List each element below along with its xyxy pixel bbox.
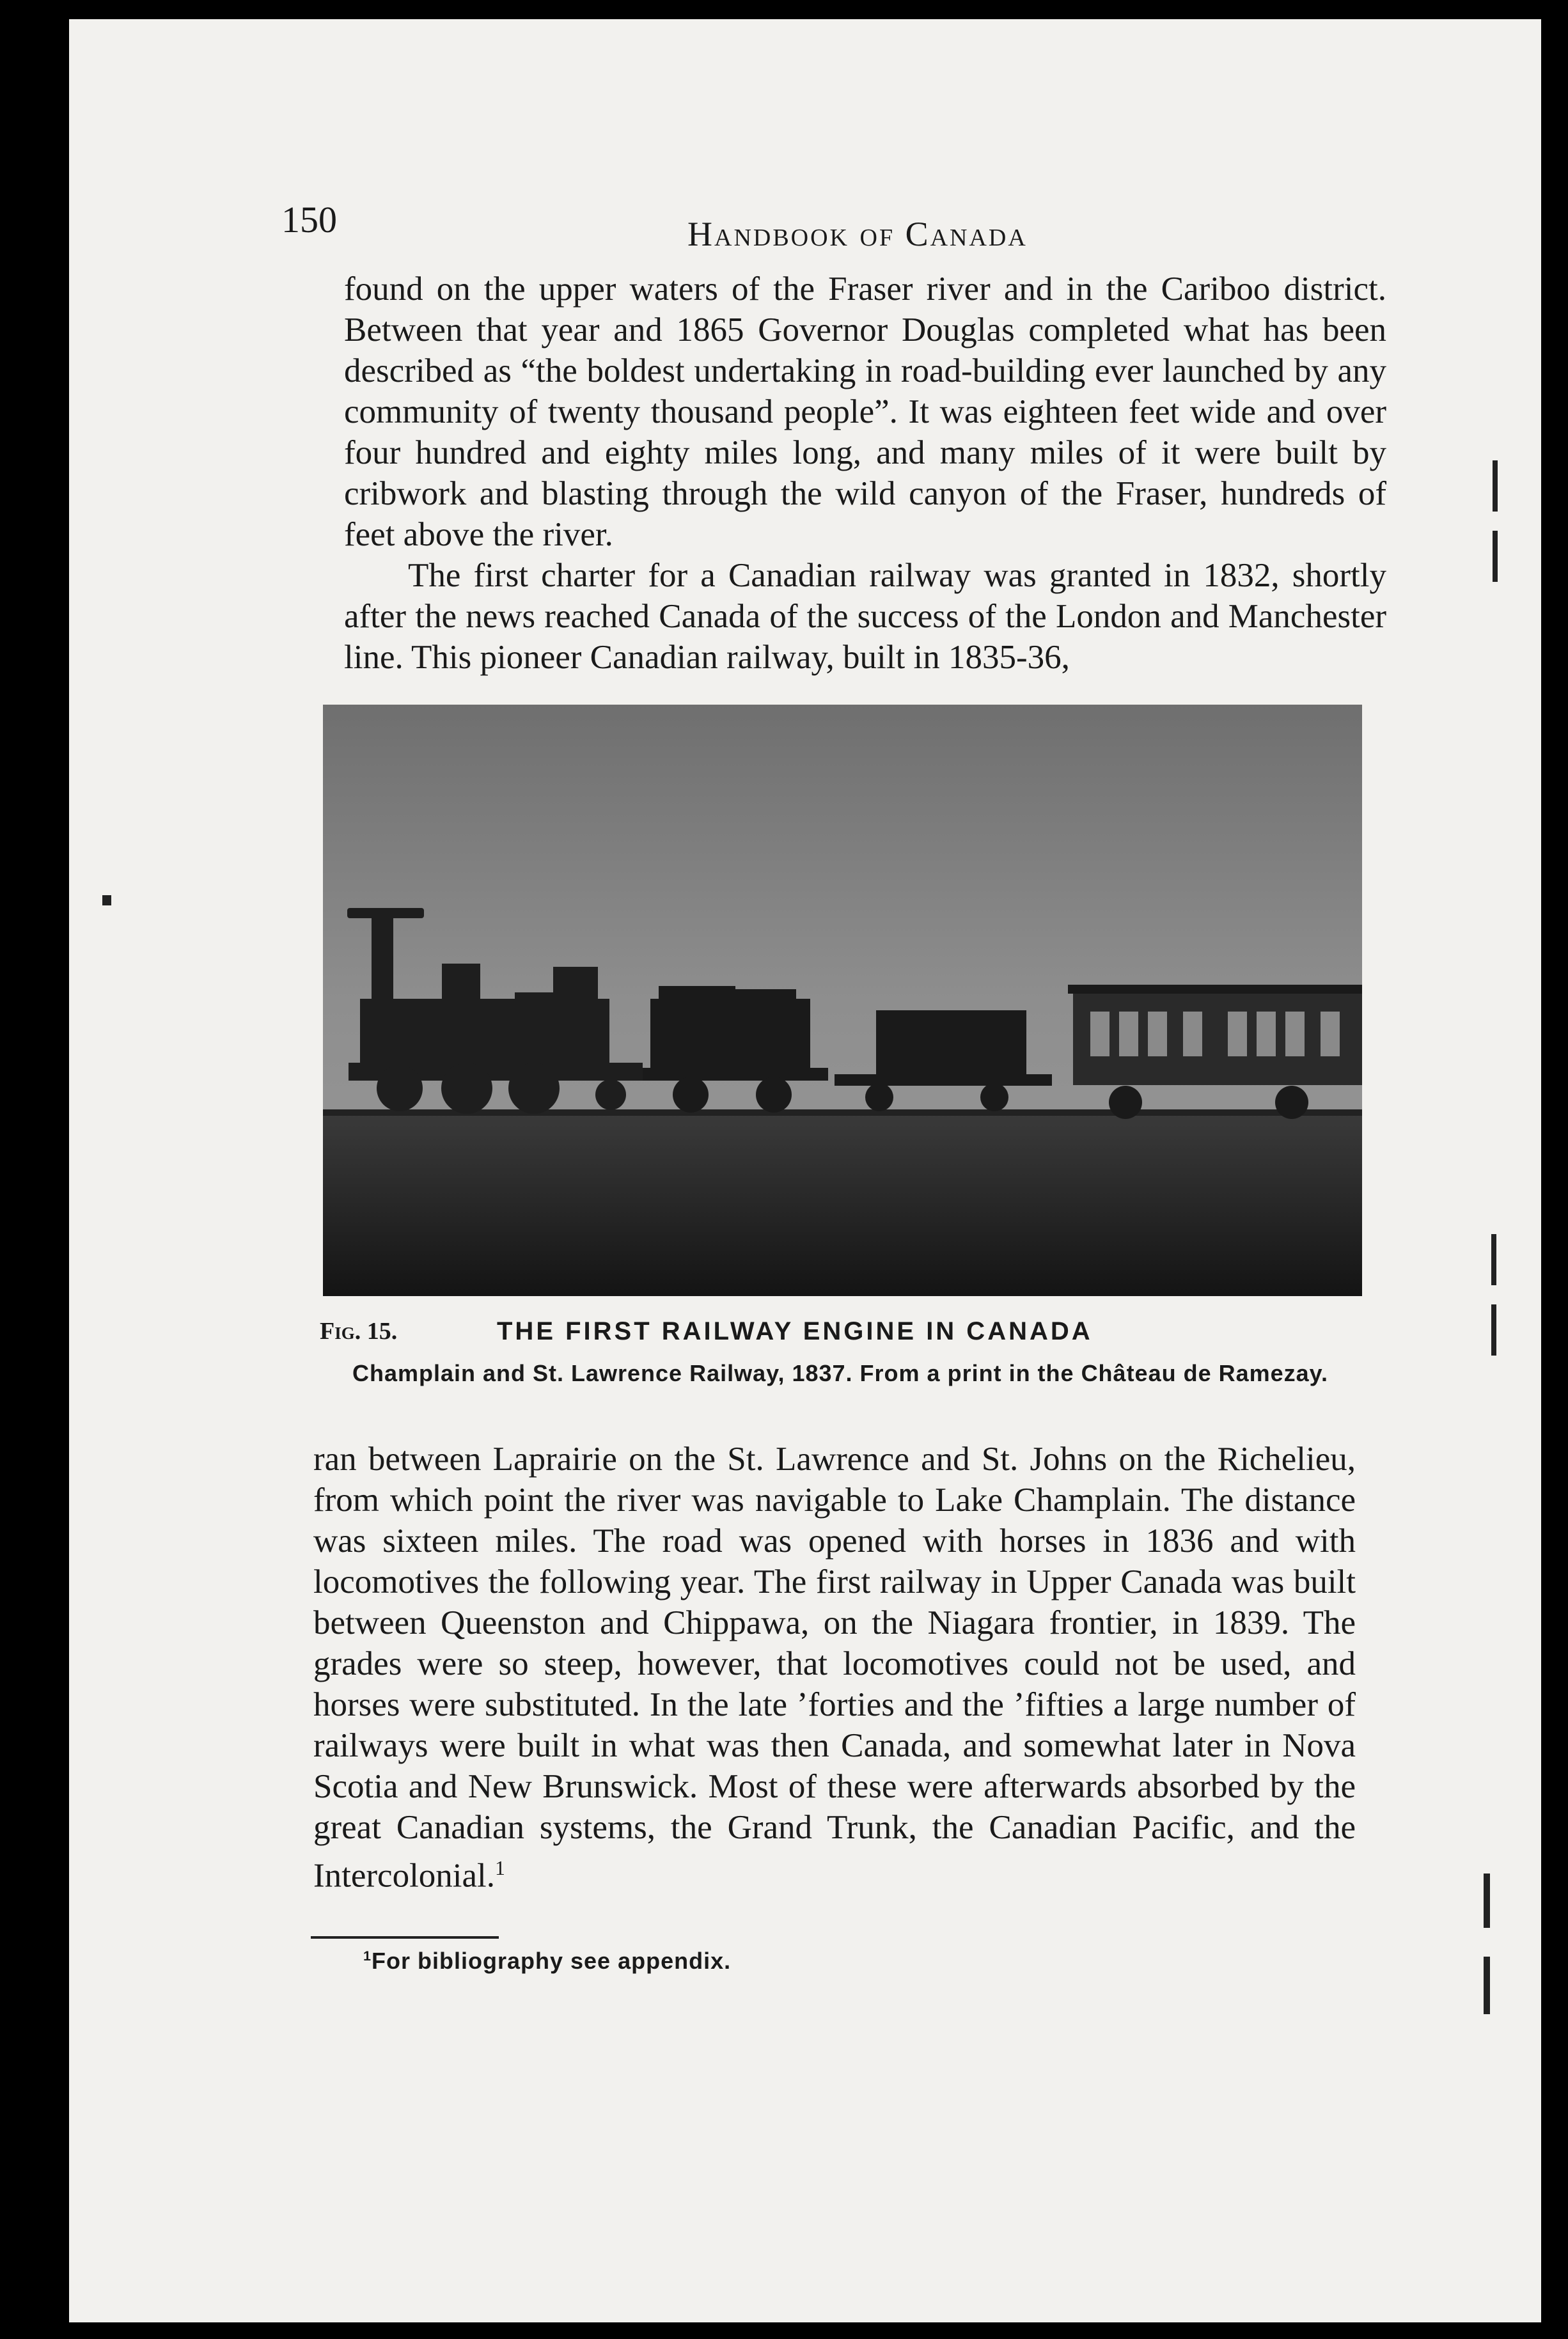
footnote-text: For bibliography see appendix. bbox=[372, 1948, 732, 1974]
body-text-bottom bbox=[313, 1439, 1356, 1897]
footnote-reference: 1 bbox=[495, 1857, 505, 1879]
figure-title: THE FIRST RAILWAY ENGINE IN CANADA bbox=[497, 1317, 1093, 1345]
footnote-marker: 1 bbox=[363, 1948, 372, 1964]
railway-engine-illustration bbox=[323, 705, 1362, 1296]
footnote-rule bbox=[311, 1936, 499, 1939]
page-header bbox=[281, 185, 1388, 256]
body-text-top bbox=[344, 269, 1386, 678]
figure-subtitle: Champlain and St. Lawrence Railway, 1837. From a print in the Château de Ramezay. bbox=[352, 1360, 1329, 1386]
figure-label: Fig. 15. bbox=[320, 1318, 398, 1345]
ground bbox=[323, 1114, 1362, 1296]
binding-mark bbox=[1484, 1957, 1490, 2014]
paragraph-3-text: ran between Laprairie on the St. Lawrence and St. Johns on the Richelieu, from which point the river was navigable to Lake Champlain. The distance was sixteen miles. The road was opened with horses in 1836 and with locomotives the following year. The first railway in Upper Canada was built between Queenston and Chippawa, on the Niagara frontier, in 1839. The grades were so steep, however, that locomotives could not be used, and horses were substituted. In the late ’forties and the ’fifties a large number of railways were built in what was then Canada, and somewhat later in Nova Scotia and New Brunswick. Most of these were afterwards absorbed by the great Canadian systems, the Grand Trunk, the Canadian Pacific, and the Intercolonial. bbox=[313, 1441, 1356, 1895]
train-print-image bbox=[323, 705, 1362, 1296]
binding-mark bbox=[1491, 1304, 1496, 1356]
running-head: Handbook of Canada bbox=[687, 215, 1028, 253]
binding-mark bbox=[102, 895, 111, 905]
page-number: 150 bbox=[281, 199, 337, 240]
paragraph-1: found on the upper waters of the Fraser river and in the Cariboo district. Between that year and 1865 Governor Douglas completed what has been described as “the boldest undertaking in road-building ever launched by any community of twenty thousand people”. It was eighteen feet wide and over four hundred and eighty miles long, and many miles of it were built by cribwork and blasting through the wild canyon of the Fraser, hundreds of feet above the river. bbox=[344, 270, 1386, 553]
paragraph-2: The first charter for a Canadian railway was granted in 1832, shortly after the news reached Canada of the success of the London and Manchester line. This pioneer Canadian railway, built in 1835-36, bbox=[344, 557, 1386, 676]
binding-mark bbox=[1493, 531, 1498, 582]
binding-mark bbox=[1493, 460, 1498, 512]
binding-mark bbox=[1491, 1234, 1496, 1285]
footnote bbox=[363, 1948, 731, 1975]
paragraph-3 bbox=[313, 1439, 1356, 1897]
binding-mark bbox=[1484, 1874, 1490, 1928]
